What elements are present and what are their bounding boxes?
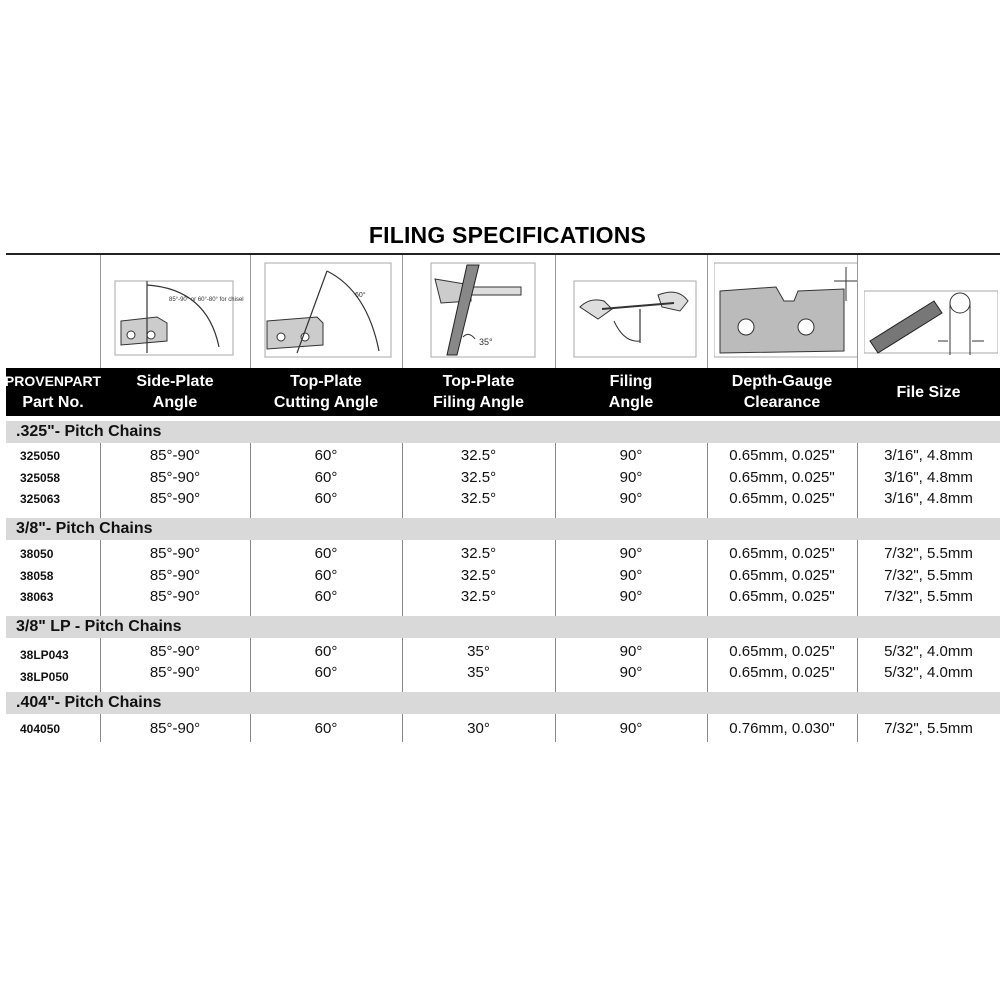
top-plate-filing-illustration	[402, 255, 556, 368]
table-row: 325063 85°-90° 60° 32.5° 90° 0.65mm, 0.025" 3/16", 4.8mm	[20, 490, 973, 507]
column-divider	[707, 443, 708, 518]
table-row: 38050 85°-90° 60° 32.5° 90° 0.65mm, 0.025" 7/32", 5.5mm	[20, 545, 973, 562]
column-divider	[707, 638, 708, 692]
column-divider	[100, 540, 101, 616]
top-plate-cutting-angle-icon	[257, 261, 397, 361]
column-divider	[100, 638, 101, 692]
table-row: 404050 85°-90° 60° 30° 90° 0.76mm, 0.030" 7/32", 5.5mm	[20, 720, 973, 737]
side-plate-note: 85°-90° or 60°-80° for chisel	[169, 297, 244, 303]
header-filing-angle: Filing Angle	[608, 373, 654, 411]
column-divider	[250, 540, 251, 616]
column-divider	[857, 540, 858, 616]
depth-gauge-illustration	[707, 255, 858, 368]
column-divider	[250, 714, 251, 742]
illustration-row	[6, 255, 1000, 368]
table-row: 38LP043 85°-90° 60° 35° 90° 0.65mm, 0.025" 5/32", 4.0mm	[20, 643, 973, 662]
column-divider	[555, 714, 556, 742]
top-plate-cutting-illustration	[250, 255, 403, 368]
header-depth-gauge-clearance: Depth-Gauge Clearance	[731, 373, 833, 411]
top-plate-cutting-note: 60°	[355, 292, 366, 299]
table-row: 325050 85°-90° 60° 32.5° 90° 0.65mm, 0.025" 3/16", 4.8mm	[20, 447, 973, 464]
page-title: FILING SPECIFICATIONS	[368, 222, 647, 248]
column-divider	[402, 443, 403, 518]
header-file-size: File Size	[896, 383, 961, 401]
column-divider	[402, 540, 403, 616]
column-divider	[100, 443, 101, 518]
header-side-plate-angle: Side-Plate Angle	[136, 373, 214, 411]
filing-angle-icon	[562, 261, 702, 361]
side-plate-angle-icon	[107, 261, 247, 361]
column-divider	[555, 638, 556, 692]
column-divider	[555, 540, 556, 616]
column-divider	[857, 638, 858, 692]
column-divider	[100, 714, 101, 742]
column-divider	[707, 714, 708, 742]
depth-gauge-icon	[714, 261, 858, 361]
column-divider	[402, 714, 403, 742]
section-3-8-lp-pitch: 3/8" LP - Pitch Chains	[6, 616, 1000, 638]
column-divider	[250, 443, 251, 518]
section-404-pitch: .404"- Pitch Chains	[6, 692, 1000, 714]
header-top-plate-filing-angle: Top-Plate Filing Angle	[433, 373, 524, 411]
column-divider	[857, 443, 858, 518]
column-divider	[402, 638, 403, 692]
section-325-pitch: .325"- Pitch Chains	[6, 421, 1000, 443]
top-plate-filing-note: 35°	[479, 337, 493, 347]
table-row: 38063 85°-90° 60° 32.5° 90° 0.65mm, 0.025" 7/32", 5.5mm	[20, 588, 973, 605]
file-size-illustration	[857, 255, 1000, 368]
file-size-icon	[864, 261, 998, 361]
column-divider	[857, 714, 858, 742]
top-plate-filing-angle-icon	[409, 261, 549, 361]
table-row: 38LP050 85°-90° 60° 35° 90° 0.65mm, 0.025" 5/32", 4.0mm	[20, 664, 973, 684]
column-header-band	[6, 368, 1000, 416]
column-divider	[707, 540, 708, 616]
header-part-no: PROVENPART Part No.	[4, 373, 102, 411]
table-row: 325058 85°-90° 60° 32.5° 90° 0.65mm, 0.025" 3/16", 4.8mm	[20, 469, 973, 486]
side-plate-illustration	[100, 255, 251, 368]
column-divider	[250, 638, 251, 692]
table-row: 38058 85°-90° 60° 32.5° 90° 0.65mm, 0.025" 7/32", 5.5mm	[20, 567, 973, 584]
header-top-plate-cutting-angle: Top-Plate Cutting Angle	[273, 373, 379, 411]
column-divider	[555, 443, 556, 518]
filing-angle-illustration	[555, 255, 708, 368]
section-3-8-pitch: 3/8"- Pitch Chains	[6, 518, 1000, 540]
